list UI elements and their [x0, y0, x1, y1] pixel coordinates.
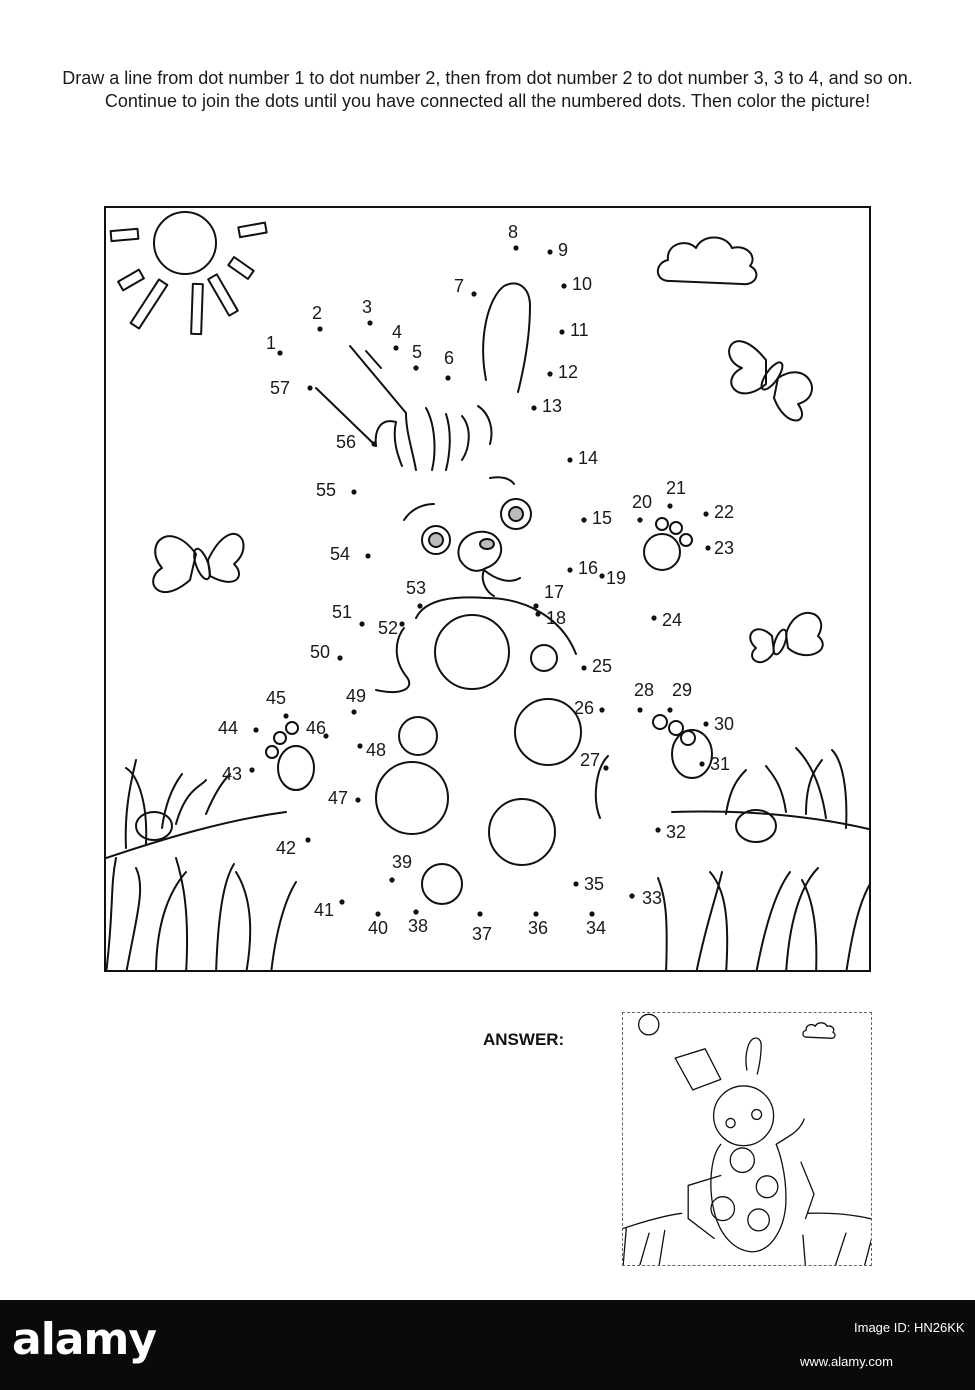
dot-27 [603, 765, 608, 770]
dot-label-54: 54 [330, 544, 351, 564]
grass-left [106, 760, 296, 972]
dot-label-53: 53 [406, 578, 427, 598]
dot-label-35: 35 [584, 874, 605, 894]
dot-label-10: 10 [572, 274, 593, 294]
dot-label-12: 12 [558, 362, 579, 382]
instructions-text: Draw a line from dot number 1 to dot number 2, then from dot number 2 to dot number 3, 3 to 4, and so on. Continue to join the dots until you have connected all the numbered dots. Then color the picture! [62, 68, 913, 111]
puzzle-drawing [106, 208, 871, 972]
dot-49 [351, 709, 356, 714]
dot-57 [307, 385, 312, 390]
dot-label-30: 30 [714, 714, 735, 734]
dot-label-9: 9 [558, 240, 569, 260]
dot-label-13: 13 [542, 396, 563, 416]
brand-logo[interactable]: alamy [12, 1314, 156, 1365]
dot-31 [699, 761, 704, 766]
dot-label-24: 24 [662, 610, 683, 630]
site-url[interactable]: www.alamy.com [800, 1354, 893, 1369]
dot-layer [218, 222, 734, 944]
dot-50 [337, 655, 342, 660]
bunny-ear [483, 283, 530, 392]
dot-9 [547, 249, 552, 254]
dot-6 [445, 375, 450, 380]
dot-label-57: 57 [270, 378, 291, 398]
dot-13 [531, 405, 536, 410]
dot-37 [477, 911, 482, 916]
dot-label-39: 39 [392, 852, 413, 872]
dot-16 [567, 567, 572, 572]
dot-label-48: 48 [366, 740, 387, 760]
dot-35 [573, 881, 578, 886]
dot-8 [513, 245, 518, 250]
dot-label-42: 42 [276, 838, 297, 858]
dot-24 [651, 615, 656, 620]
dot-56 [371, 441, 376, 446]
dot-42 [305, 837, 310, 842]
dot-5 [413, 365, 418, 370]
dot-15 [581, 517, 586, 522]
dot-label-21: 21 [666, 478, 687, 498]
dot-label-5: 5 [412, 342, 423, 362]
dot-18 [535, 611, 540, 616]
dot-2 [317, 326, 322, 331]
dot-label-31: 31 [710, 754, 731, 774]
dot-30 [703, 721, 708, 726]
dot-label-20: 20 [632, 492, 653, 512]
dot-label-29: 29 [672, 680, 693, 700]
dot-label-27: 27 [580, 750, 601, 770]
grass-right [658, 748, 871, 972]
dot-44 [253, 727, 258, 732]
dot-7 [471, 291, 476, 296]
hat-stripes [316, 346, 406, 446]
dot-label-7: 7 [454, 276, 465, 296]
dot-17 [533, 603, 538, 608]
puzzle-frame [104, 206, 871, 972]
dot-label-52: 52 [378, 618, 399, 638]
sun-icon [111, 212, 267, 334]
dot-19 [599, 573, 604, 578]
dot-11 [559, 329, 564, 334]
dot-12 [547, 371, 552, 376]
dot-label-40: 40 [368, 918, 389, 938]
dot-label-46: 46 [306, 718, 327, 738]
dot-label-8: 8 [508, 222, 519, 242]
dot-label-18: 18 [546, 608, 567, 628]
dot-label-50: 50 [310, 642, 331, 662]
dot-label-41: 41 [314, 900, 335, 920]
dot-label-49: 49 [346, 686, 367, 706]
bunny-snout [458, 532, 501, 571]
dot-48 [357, 743, 362, 748]
right-foot-icon [672, 730, 712, 778]
dot-label-47: 47 [328, 788, 349, 808]
dot-label-36: 36 [528, 918, 549, 938]
dot-26 [599, 707, 604, 712]
dot-25 [581, 665, 586, 670]
dot-label-14: 14 [578, 448, 599, 468]
dot-22 [703, 511, 708, 516]
dot-label-33: 33 [642, 888, 663, 908]
dot-label-45: 45 [266, 688, 287, 708]
dot-label-37: 37 [472, 924, 493, 944]
dot-label-25: 25 [592, 656, 613, 676]
dot-4 [393, 345, 398, 350]
butterfly-icon [729, 341, 812, 420]
butterfly-icon [750, 613, 823, 662]
dot-45 [283, 713, 288, 718]
dot-label-34: 34 [586, 918, 607, 938]
dot-label-22: 22 [714, 502, 735, 522]
dot-20 [637, 517, 642, 522]
dot-36 [533, 911, 538, 916]
bunny-hair [376, 406, 492, 470]
dot-10 [561, 283, 566, 288]
dot-label-1: 1 [266, 333, 277, 353]
dot-label-16: 16 [578, 558, 599, 578]
cloud-icon [658, 238, 757, 285]
dot-41 [339, 899, 344, 904]
dot-54 [365, 553, 370, 558]
dot-29 [667, 707, 672, 712]
dot-40 [375, 911, 380, 916]
dot-32 [655, 827, 660, 832]
dot-55 [351, 489, 356, 494]
dot-label-56: 56 [336, 432, 357, 452]
dot-label-19: 19 [606, 568, 627, 588]
dot-label-26: 26 [574, 698, 595, 718]
dot-label-51: 51 [332, 602, 353, 622]
dot-label-23: 23 [714, 538, 735, 558]
dot-53 [417, 603, 422, 608]
dot-label-38: 38 [408, 916, 429, 936]
dot-label-11: 11 [570, 320, 589, 340]
dot-51 [359, 621, 364, 626]
answer-label: ANSWER: [483, 1030, 565, 1049]
answer-thumbnail [622, 1012, 872, 1266]
bunny-brow [404, 477, 514, 520]
dot-38 [413, 909, 418, 914]
dot-33 [629, 893, 634, 898]
dot-label-3: 3 [362, 297, 373, 317]
dot-39 [389, 877, 394, 882]
dot-21 [667, 503, 672, 508]
butterfly-icon [153, 534, 243, 592]
dot-label-15: 15 [592, 508, 613, 528]
footer-bar [0, 1300, 975, 1390]
dot-label-2: 2 [312, 303, 323, 323]
dot-label-44: 44 [218, 718, 239, 738]
dot-label-17: 17 [544, 582, 565, 602]
answer-drawing [623, 1013, 872, 1266]
dot-label-6: 6 [444, 348, 455, 368]
raised-paw-icon [644, 534, 680, 570]
dot-label-4: 4 [392, 322, 403, 342]
dot-14 [567, 457, 572, 462]
dot-34 [589, 911, 594, 916]
dot-43 [249, 767, 254, 772]
dot-label-32: 32 [666, 822, 687, 842]
dot-label-55: 55 [316, 480, 337, 500]
dot-label-43: 43 [222, 764, 243, 784]
left-foot-icon [278, 746, 314, 790]
dot-52 [399, 621, 404, 626]
dot-28 [637, 707, 642, 712]
dot-47 [355, 797, 360, 802]
dot-label-28: 28 [634, 680, 655, 700]
dot-23 [705, 545, 710, 550]
bunny-mouth [483, 570, 520, 596]
dot-1 [277, 350, 282, 355]
dot-3 [367, 320, 372, 325]
image-id-text: Image ID: HN26KK [854, 1320, 965, 1335]
